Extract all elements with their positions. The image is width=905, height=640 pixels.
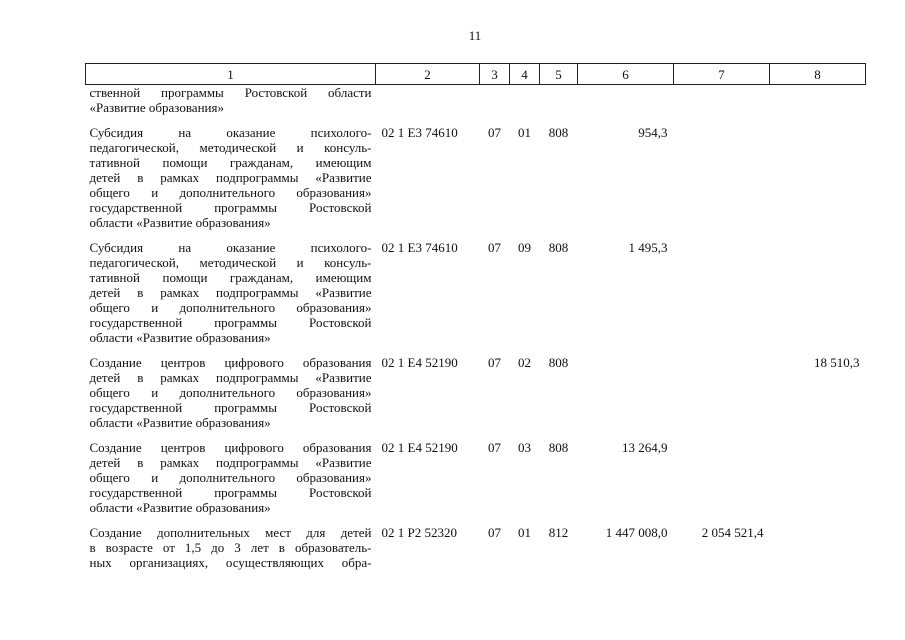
- header-row: [86, 64, 866, 85]
- description-line: тативной помощи гражданам, имеющим: [89, 270, 372, 285]
- description-line: ственной программы Ростовской области: [89, 85, 372, 100]
- row-ministry-code: [540, 85, 578, 116]
- row-amount-6: 1 495,3: [628, 240, 668, 255]
- description-line: Субсидия на оказание психолого-: [89, 125, 372, 140]
- description-line: области «Развитие образования»: [89, 415, 271, 430]
- row-amount-6: 954,3: [638, 125, 668, 140]
- row-amount-6: [578, 85, 674, 116]
- column-header: 2: [376, 64, 480, 85]
- row-code: 02 1 E4 52190: [381, 440, 458, 455]
- row-description: [86, 240, 376, 345]
- row-description: [86, 125, 376, 230]
- row-section: 07: [488, 525, 501, 540]
- description-line: Создание дополнительных мест для детей: [89, 525, 372, 540]
- description-line: педагогической, методической и консуль-: [89, 140, 372, 155]
- description-line: государственной программы Ростовской: [89, 400, 372, 415]
- row-amount-7: [674, 240, 770, 345]
- row-description: [86, 440, 376, 515]
- page-number: 11: [468, 28, 482, 43]
- row-code: 02 1 E3 74610: [381, 125, 458, 140]
- column-header: 6: [578, 64, 674, 85]
- row-subsection: 09: [518, 240, 531, 255]
- row-amount-7: [674, 440, 770, 515]
- description-line: детей в рамках подпрограммы «Развитие: [89, 455, 372, 470]
- description-line: Субсидия на оказание психолого-: [89, 240, 372, 255]
- row-amount-7: 2 054 521,4: [701, 525, 764, 540]
- description-line: государственной программы Ростовской: [89, 485, 372, 500]
- row-code: [376, 85, 480, 116]
- row-ministry-code: 808: [548, 440, 569, 455]
- row-amount-8: [770, 125, 866, 230]
- description-line: в возрасте от 1,5 до 3 лет в образователь-: [89, 540, 372, 555]
- row-amount-6: 13 264,9: [622, 440, 668, 455]
- description-line: Создание центров цифрового образования: [89, 440, 372, 455]
- description-line: государственной программы Ростовской: [89, 315, 372, 330]
- table-row: [86, 240, 866, 345]
- row-code: 02 1 P2 52320: [381, 525, 457, 540]
- row-amount-8: [770, 525, 866, 570]
- description-line: общего и дополнительного образования»: [89, 385, 372, 400]
- description-line: области «Развитие образования»: [89, 330, 271, 345]
- description-line: Создание центров цифрового образования: [89, 355, 372, 370]
- row-amount-8: [770, 240, 866, 345]
- row-subsection: [510, 85, 540, 116]
- row-amount-7: [674, 125, 770, 230]
- row-amount-6: 1 447 008,0: [605, 525, 668, 540]
- description-line: ных организациях, осуществляющих обра-: [89, 555, 372, 570]
- row-code: 02 1 E3 74610: [381, 240, 458, 255]
- description-line: тативной помощи гражданам, имеющим: [89, 155, 372, 170]
- description-line: детей в рамках подпрограммы «Развитие: [89, 170, 372, 185]
- row-ministry-code: 808: [548, 125, 569, 140]
- row-section: 07: [488, 125, 501, 140]
- description-line: педагогической, методической и консуль-: [89, 255, 372, 270]
- row-amount-7: [674, 355, 770, 430]
- row-ministry-code: 808: [548, 355, 569, 370]
- row-section: 07: [488, 240, 501, 255]
- description-line: государственной программы Ростовской: [89, 200, 372, 215]
- row-amount-8: [770, 85, 866, 116]
- column-header: 7: [674, 64, 770, 85]
- description-line: «Развитие образования»: [89, 100, 224, 115]
- row-subsection: 03: [518, 440, 531, 455]
- description-line: области «Развитие образования»: [89, 215, 271, 230]
- table-row: [86, 125, 866, 230]
- column-header: 3: [480, 64, 510, 85]
- row-subsection: 01: [518, 525, 531, 540]
- column-header: 8: [770, 64, 866, 85]
- row-description: [86, 85, 376, 116]
- description-line: области «Развитие образования»: [89, 500, 271, 515]
- description-line: детей в рамках подпрограммы «Развитие: [89, 285, 372, 300]
- table-row: [86, 355, 866, 430]
- row-subsection: 01: [518, 125, 531, 140]
- column-header: 4: [510, 64, 540, 85]
- row-section: [480, 85, 510, 116]
- row-amount-7: [674, 85, 770, 116]
- budget-table: [85, 63, 866, 570]
- row-section: 07: [488, 440, 501, 455]
- table-row: [86, 440, 866, 515]
- row-amount-8: [770, 440, 866, 515]
- column-header: 5: [540, 64, 578, 85]
- row-ministry-code: 808: [548, 240, 569, 255]
- description-line: общего и дополнительного образования»: [89, 185, 372, 200]
- row-amount-8: 18 510,3: [814, 355, 860, 370]
- description-line: общего и дополнительного образования»: [89, 470, 372, 485]
- row-code: 02 1 E4 52190: [381, 355, 458, 370]
- description-line: детей в рамках подпрограммы «Развитие: [89, 370, 372, 385]
- column-header: 1: [86, 64, 376, 85]
- description-line: общего и дополнительного образования»: [89, 300, 372, 315]
- row-amount-6: [578, 355, 674, 430]
- table-row: [86, 85, 866, 116]
- row-subsection: 02: [518, 355, 531, 370]
- row-section: 07: [488, 355, 501, 370]
- row-description: [86, 355, 376, 430]
- row-ministry-code: 812: [548, 525, 569, 540]
- table-row: [86, 525, 866, 570]
- row-description: [86, 525, 376, 570]
